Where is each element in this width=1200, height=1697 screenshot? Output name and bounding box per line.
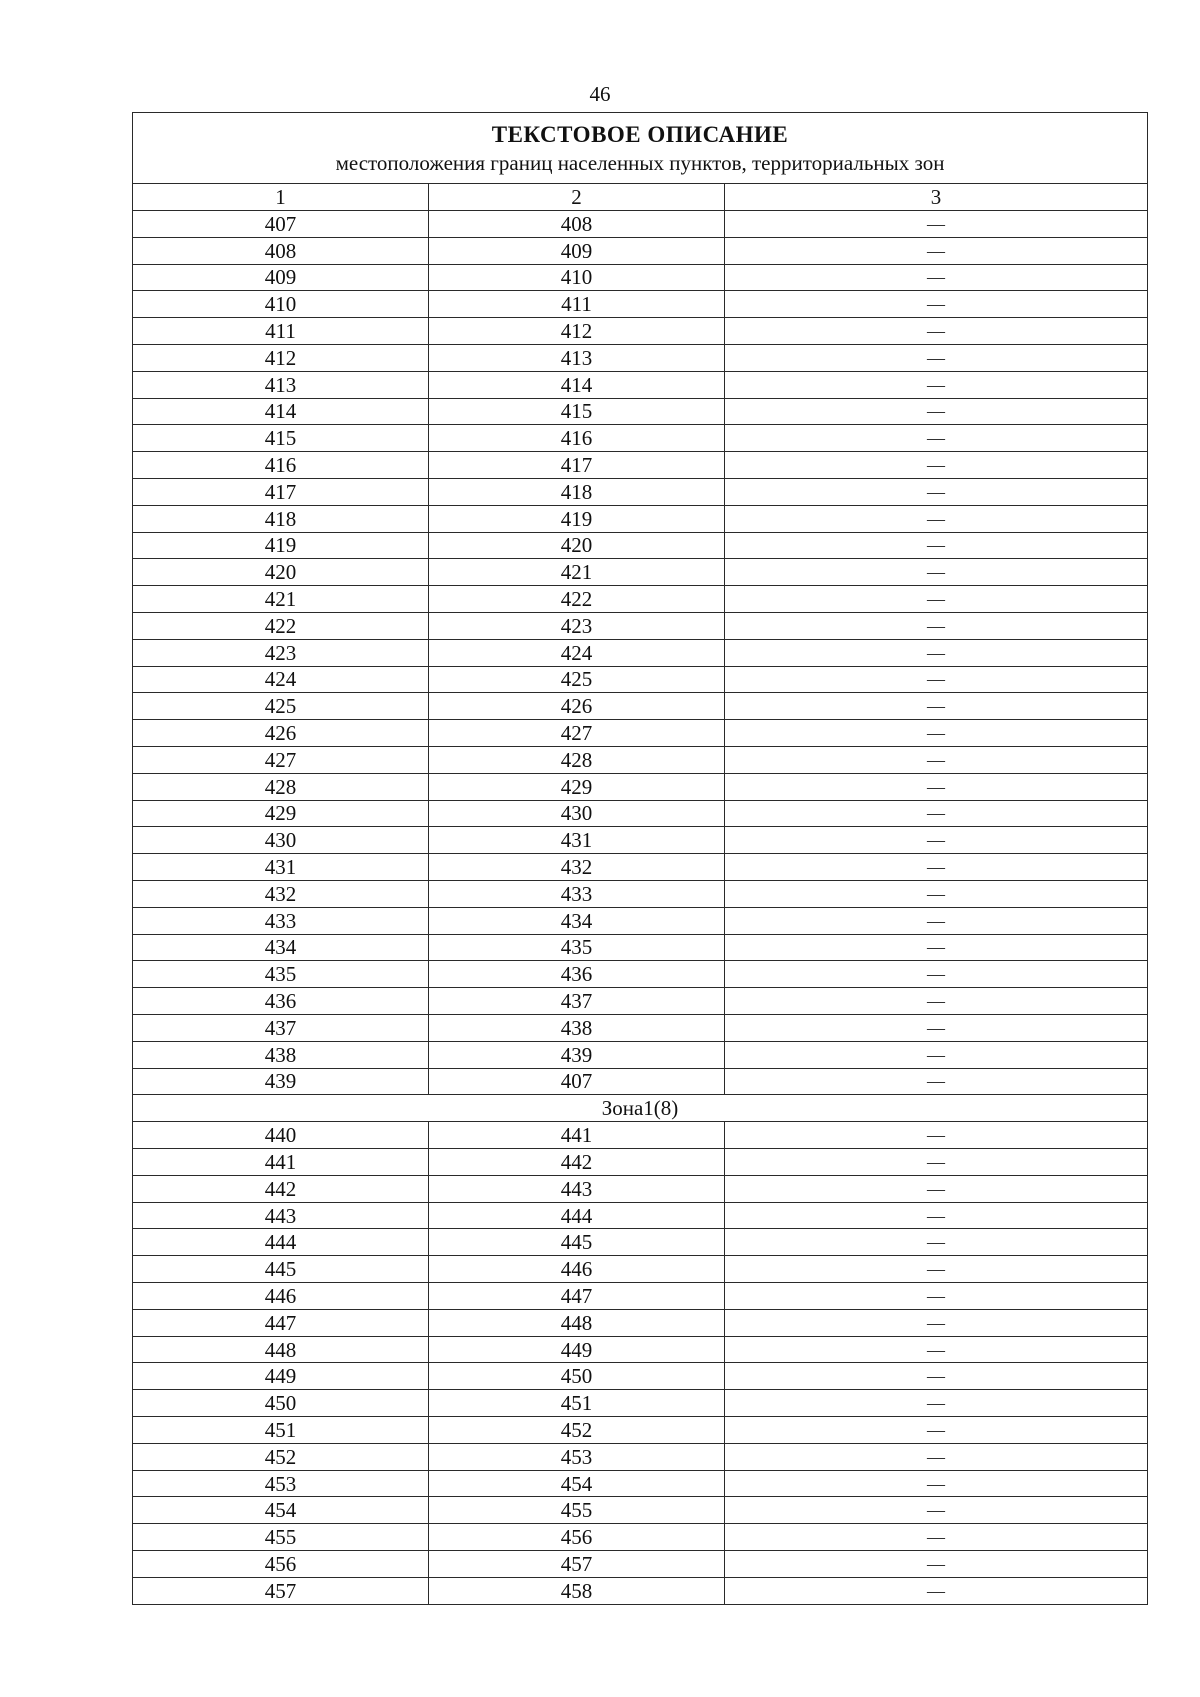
- table-row: [133, 291, 1148, 318]
- cell-description: —: [725, 425, 1148, 452]
- cell-description: —: [725, 746, 1148, 773]
- cell-description: —: [725, 1336, 1148, 1363]
- cell-to-point: 441: [429, 1122, 725, 1149]
- cell-to-point: 413: [429, 344, 725, 371]
- cell-description: —: [725, 907, 1148, 934]
- cell-to-point: 454: [429, 1470, 725, 1497]
- cell-to-point: 452: [429, 1417, 725, 1444]
- cell-description: —: [725, 612, 1148, 639]
- cell-to-point: 438: [429, 1014, 725, 1041]
- table-row: [133, 344, 1148, 371]
- cell-to-point: 412: [429, 318, 725, 345]
- table-row: [133, 237, 1148, 264]
- cell-description: —: [725, 1309, 1148, 1336]
- cell-to-point: 434: [429, 907, 725, 934]
- cell-description: —: [725, 1577, 1148, 1604]
- cell-to-point: 421: [429, 559, 725, 586]
- table-row: [133, 452, 1148, 479]
- cell-to-point: 451: [429, 1390, 725, 1417]
- cell-to-point: 426: [429, 693, 725, 720]
- column-header-3: 3: [725, 184, 1148, 211]
- table-body: [133, 211, 1148, 1605]
- cell-to-point: 419: [429, 505, 725, 532]
- cell-from-point: 451: [133, 1417, 429, 1444]
- cell-description: —: [725, 1014, 1148, 1041]
- cell-from-point: 415: [133, 425, 429, 452]
- table-row: [133, 693, 1148, 720]
- table-row: [133, 773, 1148, 800]
- cell-to-point: 430: [429, 800, 725, 827]
- cell-description: —: [725, 1551, 1148, 1578]
- table-row: [133, 1175, 1148, 1202]
- cell-description: —: [725, 344, 1148, 371]
- cell-to-point: 458: [429, 1577, 725, 1604]
- cell-from-point: 416: [133, 452, 429, 479]
- cell-from-point: 457: [133, 1577, 429, 1604]
- cell-from-point: 419: [133, 532, 429, 559]
- cell-to-point: 450: [429, 1363, 725, 1390]
- table-row: [133, 1363, 1148, 1390]
- table-row: [133, 211, 1148, 238]
- cell-description: —: [725, 880, 1148, 907]
- table-row: [133, 612, 1148, 639]
- cell-description: —: [725, 773, 1148, 800]
- cell-from-point: 426: [133, 720, 429, 747]
- table-row: [133, 934, 1148, 961]
- page-number: 46: [589, 82, 611, 106]
- cell-description: —: [725, 961, 1148, 988]
- cell-description: —: [725, 693, 1148, 720]
- cell-from-point: 439: [133, 1068, 429, 1095]
- table-row: [133, 639, 1148, 666]
- cell-description: —: [725, 1202, 1148, 1229]
- table-row: [133, 478, 1148, 505]
- cell-to-point: 443: [429, 1175, 725, 1202]
- cell-from-point: 428: [133, 773, 429, 800]
- cell-description: —: [725, 666, 1148, 693]
- cell-to-point: 411: [429, 291, 725, 318]
- cell-from-point: 438: [133, 1041, 429, 1068]
- table-row: [133, 1229, 1148, 1256]
- cell-to-point: 436: [429, 961, 725, 988]
- cell-description: —: [725, 505, 1148, 532]
- cell-from-point: 417: [133, 478, 429, 505]
- cell-to-point: 435: [429, 934, 725, 961]
- cell-description: —: [725, 800, 1148, 827]
- cell-description: —: [725, 559, 1148, 586]
- table-row: [133, 961, 1148, 988]
- cell-from-point: 427: [133, 746, 429, 773]
- table-row: [133, 398, 1148, 425]
- table-row: [133, 532, 1148, 559]
- table-row: [133, 854, 1148, 881]
- cell-to-point: 449: [429, 1336, 725, 1363]
- table-row: [133, 318, 1148, 345]
- cell-from-point: 423: [133, 639, 429, 666]
- cell-description: —: [725, 934, 1148, 961]
- cell-to-point: 416: [429, 425, 725, 452]
- table-row: [133, 1256, 1148, 1283]
- cell-to-point: 455: [429, 1497, 725, 1524]
- cell-from-point: 456: [133, 1551, 429, 1578]
- cell-from-point: 447: [133, 1309, 429, 1336]
- table-row: [133, 1122, 1148, 1149]
- table-row: [133, 1551, 1148, 1578]
- cell-to-point: 427: [429, 720, 725, 747]
- cell-from-point: 432: [133, 880, 429, 907]
- cell-description: —: [725, 398, 1148, 425]
- table-row: [133, 1443, 1148, 1470]
- table-row: [133, 720, 1148, 747]
- cell-from-point: 453: [133, 1470, 429, 1497]
- cell-description: —: [725, 478, 1148, 505]
- cell-to-point: 418: [429, 478, 725, 505]
- cell-from-point: 414: [133, 398, 429, 425]
- cell-description: —: [725, 264, 1148, 291]
- cell-description: —: [725, 988, 1148, 1015]
- cell-from-point: 442: [133, 1175, 429, 1202]
- cell-description: —: [725, 1149, 1148, 1176]
- cell-to-point: 447: [429, 1283, 725, 1310]
- table-row: [133, 1202, 1148, 1229]
- table-title-main: ТЕКСТОВОЕ ОПИСАНИЕ: [491, 122, 789, 147]
- cell-from-point: 433: [133, 907, 429, 934]
- cell-description: —: [725, 1524, 1148, 1551]
- zone-label: Зона1(8): [133, 1095, 1148, 1122]
- cell-description: —: [725, 1175, 1148, 1202]
- cell-to-point: 439: [429, 1041, 725, 1068]
- column-header-row: [133, 184, 1148, 211]
- cell-to-point: 423: [429, 612, 725, 639]
- cell-description: —: [725, 720, 1148, 747]
- cell-description: —: [725, 1497, 1148, 1524]
- cell-to-point: 415: [429, 398, 725, 425]
- cell-from-point: 421: [133, 586, 429, 613]
- cell-description: —: [725, 1417, 1148, 1444]
- table-row: [133, 800, 1148, 827]
- cell-to-point: 425: [429, 666, 725, 693]
- cell-to-point: 420: [429, 532, 725, 559]
- cell-from-point: 452: [133, 1443, 429, 1470]
- cell-from-point: 429: [133, 800, 429, 827]
- cell-description: —: [725, 1068, 1148, 1095]
- table-row: [133, 505, 1148, 532]
- cell-from-point: 413: [133, 371, 429, 398]
- boundary-table: [132, 112, 1148, 1605]
- cell-to-point: 422: [429, 586, 725, 613]
- table-row: [133, 1390, 1148, 1417]
- cell-from-point: 418: [133, 505, 429, 532]
- table-row: [133, 1041, 1148, 1068]
- cell-to-point: 444: [429, 1202, 725, 1229]
- cell-to-point: 429: [429, 773, 725, 800]
- cell-from-point: 446: [133, 1283, 429, 1310]
- table-row: [133, 1149, 1148, 1176]
- table-row: [133, 425, 1148, 452]
- cell-to-point: 407: [429, 1068, 725, 1095]
- cell-to-point: 456: [429, 1524, 725, 1551]
- table-row: [133, 666, 1148, 693]
- cell-description: —: [725, 639, 1148, 666]
- cell-description: —: [725, 1122, 1148, 1149]
- cell-from-point: 443: [133, 1202, 429, 1229]
- table-row: [133, 907, 1148, 934]
- cell-from-point: 431: [133, 854, 429, 881]
- cell-from-point: 445: [133, 1256, 429, 1283]
- cell-description: —: [725, 452, 1148, 479]
- cell-from-point: 434: [133, 934, 429, 961]
- table-row: [133, 1470, 1148, 1497]
- table-row: [133, 1417, 1148, 1444]
- cell-description: —: [725, 1229, 1148, 1256]
- cell-from-point: 450: [133, 1390, 429, 1417]
- cell-from-point: 424: [133, 666, 429, 693]
- cell-from-point: 436: [133, 988, 429, 1015]
- cell-from-point: 454: [133, 1497, 429, 1524]
- cell-description: —: [725, 291, 1148, 318]
- cell-description: —: [725, 1363, 1148, 1390]
- table-row: [133, 264, 1148, 291]
- cell-description: —: [725, 237, 1148, 264]
- cell-from-point: 410: [133, 291, 429, 318]
- cell-to-point: 442: [429, 1149, 725, 1176]
- cell-to-point: 457: [429, 1551, 725, 1578]
- table-row: [133, 371, 1148, 398]
- cell-from-point: 444: [133, 1229, 429, 1256]
- cell-to-point: 433: [429, 880, 725, 907]
- cell-from-point: 412: [133, 344, 429, 371]
- cell-to-point: 409: [429, 237, 725, 264]
- cell-to-point: 414: [429, 371, 725, 398]
- table-row: [133, 1336, 1148, 1363]
- cell-from-point: 441: [133, 1149, 429, 1176]
- cell-description: —: [725, 1041, 1148, 1068]
- table-title-subtitle: местоположения границ населенных пунктов, территориальных зон: [335, 151, 945, 175]
- cell-to-point: 424: [429, 639, 725, 666]
- cell-to-point: 437: [429, 988, 725, 1015]
- cell-description: —: [725, 318, 1148, 345]
- column-header-2: 2: [429, 184, 725, 211]
- table-row: [133, 746, 1148, 773]
- cell-from-point: 425: [133, 693, 429, 720]
- cell-from-point: 449: [133, 1363, 429, 1390]
- table-row: [133, 1497, 1148, 1524]
- cell-from-point: 408: [133, 237, 429, 264]
- cell-to-point: 446: [429, 1256, 725, 1283]
- cell-from-point: 430: [133, 827, 429, 854]
- cell-description: —: [725, 854, 1148, 881]
- table-title: [133, 113, 1148, 184]
- cell-from-point: 411: [133, 318, 429, 345]
- table-row: [133, 1014, 1148, 1041]
- table-row: [133, 1577, 1148, 1604]
- table-title-row: [133, 113, 1148, 184]
- cell-description: —: [725, 1283, 1148, 1310]
- column-header-1: 1: [133, 184, 429, 211]
- cell-to-point: 448: [429, 1309, 725, 1336]
- table-row: [133, 1283, 1148, 1310]
- cell-description: —: [725, 1390, 1148, 1417]
- table-row: [133, 1068, 1148, 1095]
- table-row: [133, 586, 1148, 613]
- table-row: [133, 1524, 1148, 1551]
- cell-description: —: [725, 532, 1148, 559]
- cell-description: —: [725, 371, 1148, 398]
- cell-description: —: [725, 586, 1148, 613]
- cell-from-point: 440: [133, 1122, 429, 1149]
- table-row: [133, 1309, 1148, 1336]
- cell-from-point: 407: [133, 211, 429, 238]
- table-row: [133, 559, 1148, 586]
- cell-from-point: 435: [133, 961, 429, 988]
- cell-from-point: 420: [133, 559, 429, 586]
- cell-to-point: 428: [429, 746, 725, 773]
- cell-description: —: [725, 211, 1148, 238]
- cell-description: —: [725, 1470, 1148, 1497]
- cell-to-point: 417: [429, 452, 725, 479]
- cell-from-point: 448: [133, 1336, 429, 1363]
- cell-to-point: 408: [429, 211, 725, 238]
- cell-description: —: [725, 1443, 1148, 1470]
- table-row: [133, 827, 1148, 854]
- cell-to-point: 432: [429, 854, 725, 881]
- cell-from-point: 422: [133, 612, 429, 639]
- cell-description: —: [725, 1256, 1148, 1283]
- table-row: [133, 880, 1148, 907]
- table-row: [133, 988, 1148, 1015]
- cell-to-point: 453: [429, 1443, 725, 1470]
- cell-to-point: 431: [429, 827, 725, 854]
- cell-to-point: 445: [429, 1229, 725, 1256]
- zone-header-row: [133, 1095, 1148, 1122]
- cell-from-point: 455: [133, 1524, 429, 1551]
- cell-description: —: [725, 827, 1148, 854]
- cell-to-point: 410: [429, 264, 725, 291]
- cell-from-point: 437: [133, 1014, 429, 1041]
- cell-from-point: 409: [133, 264, 429, 291]
